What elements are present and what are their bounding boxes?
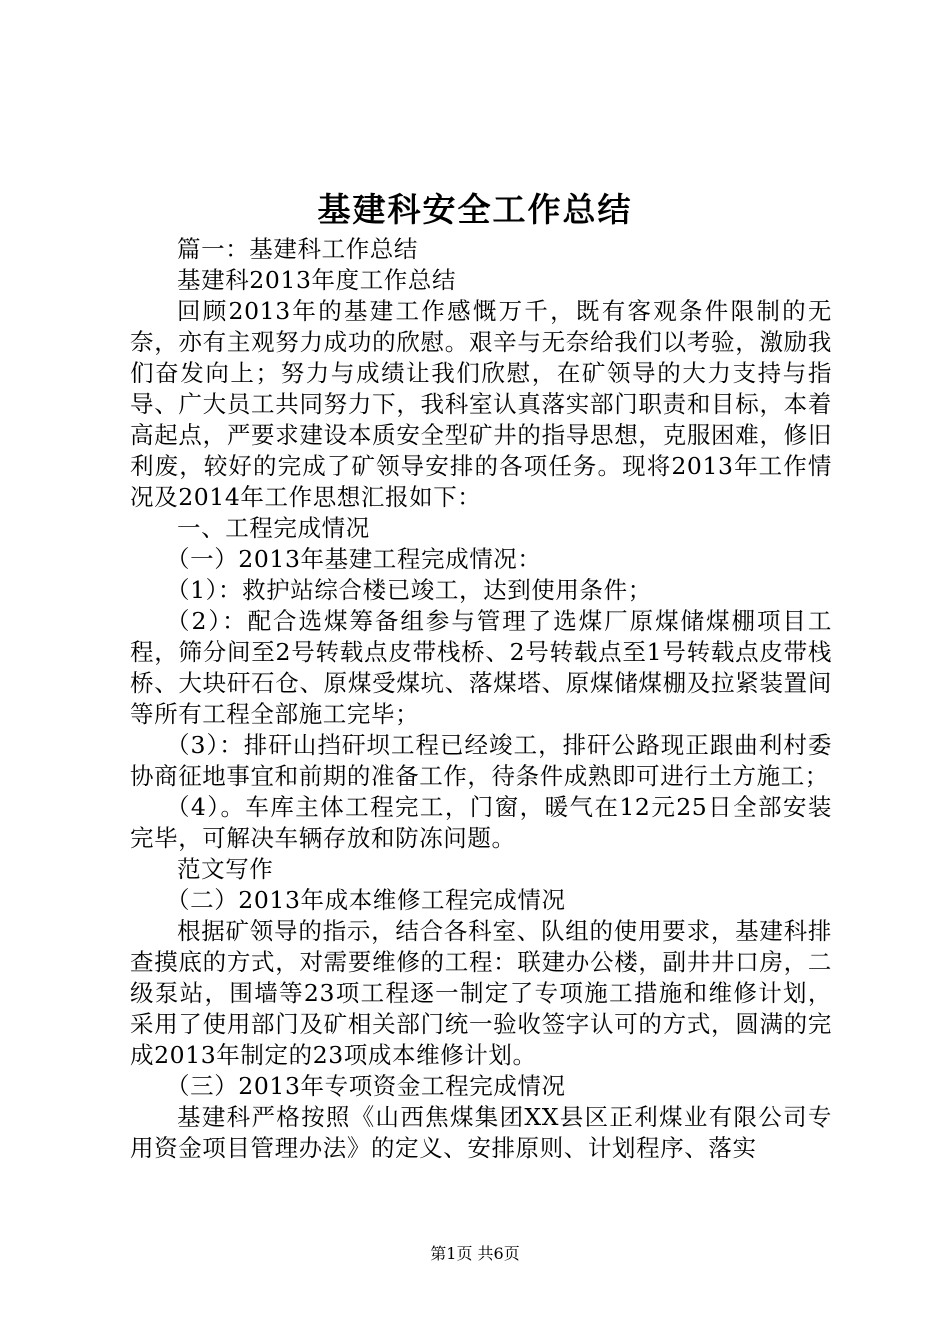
page-number-footer: 第1页 共6页	[430, 1244, 520, 1263]
subsection-heading: （二）2013年成本维修工程完成情况	[166, 886, 566, 914]
list-item: （2）：配合选煤筹备组参与管理了选煤厂原煤储煤棚项目工程，筛分间至2号转载点皮带栈桥、2号转载点至1号转载点皮带栈桥、大块矸石仓、原煤受煤坑、落煤塔、原煤储煤棚及拉紧装置间等所有工程全部施工完毕；	[130, 607, 832, 728]
document-body	[130, 234, 832, 1164]
paragraph: 回顾2013年的基建工作感慨万千，既有客观条件限制的无奈，亦有主观努力成功的欣慰。艰辛与无奈给我们以考验，激励我们奋发向上；努力与成绩让我们欣慰，在矿领导的大力支持与指导、广大员工共同努力下，我科室认真落实部门职责和目标，本着高起点，严要求建设本质安全型矿井的指导思想，克服困难，修旧利废，较好的完成了矿领导安排的各项任务。现将2013年工作情况及2014年工作思想汇报如下：	[130, 297, 832, 511]
paragraph: 篇一：基建科工作总结	[177, 235, 418, 263]
list-item: （1）：救护站综合楼已竣工，达到使用条件；	[166, 576, 652, 604]
list-item: （3）：排矸山挡矸坝工程已经竣工，排矸公路现正跟曲利村委协商征地事宜和前期的准备工作，待条件成熟即可进行土方施工；	[130, 731, 832, 790]
paragraph: 范文写作	[177, 855, 274, 883]
subsection-heading: （一）2013年基建工程完成情况：	[166, 545, 542, 573]
paragraph: 基建科2013年度工作总结	[177, 266, 457, 294]
subsection-heading: （三）2013年专项资金工程完成情况	[166, 1072, 566, 1100]
paragraph: 基建科严格按照《山西焦煤集团XX县区正利煤业有限公司专用资金项目管理办法》的定义、安排原则、计划程序、落实	[130, 1103, 832, 1162]
paragraph: 根据矿领导的指示，结合各科室、队组的使用要求，基建科排查摸底的方式，对需要维修的工程：联建办公楼，副井井口房，二级泵站，围墙等23项工程逐一制定了专项施工措施和维修计划，采用了使用部门及矿相关部门统一验收签字认可的方式，圆满的完成2013年制定的23项成本维修计划。	[130, 917, 832, 1069]
list-item: （4）。车库主体工程完工，门窗，暖气在12元25日全部安装完毕，可解决车辆存放和防冻问题。	[130, 793, 832, 852]
section-heading: 一、工程完成情况	[177, 514, 370, 542]
document-title: 基建科安全工作总结	[317, 190, 633, 229]
